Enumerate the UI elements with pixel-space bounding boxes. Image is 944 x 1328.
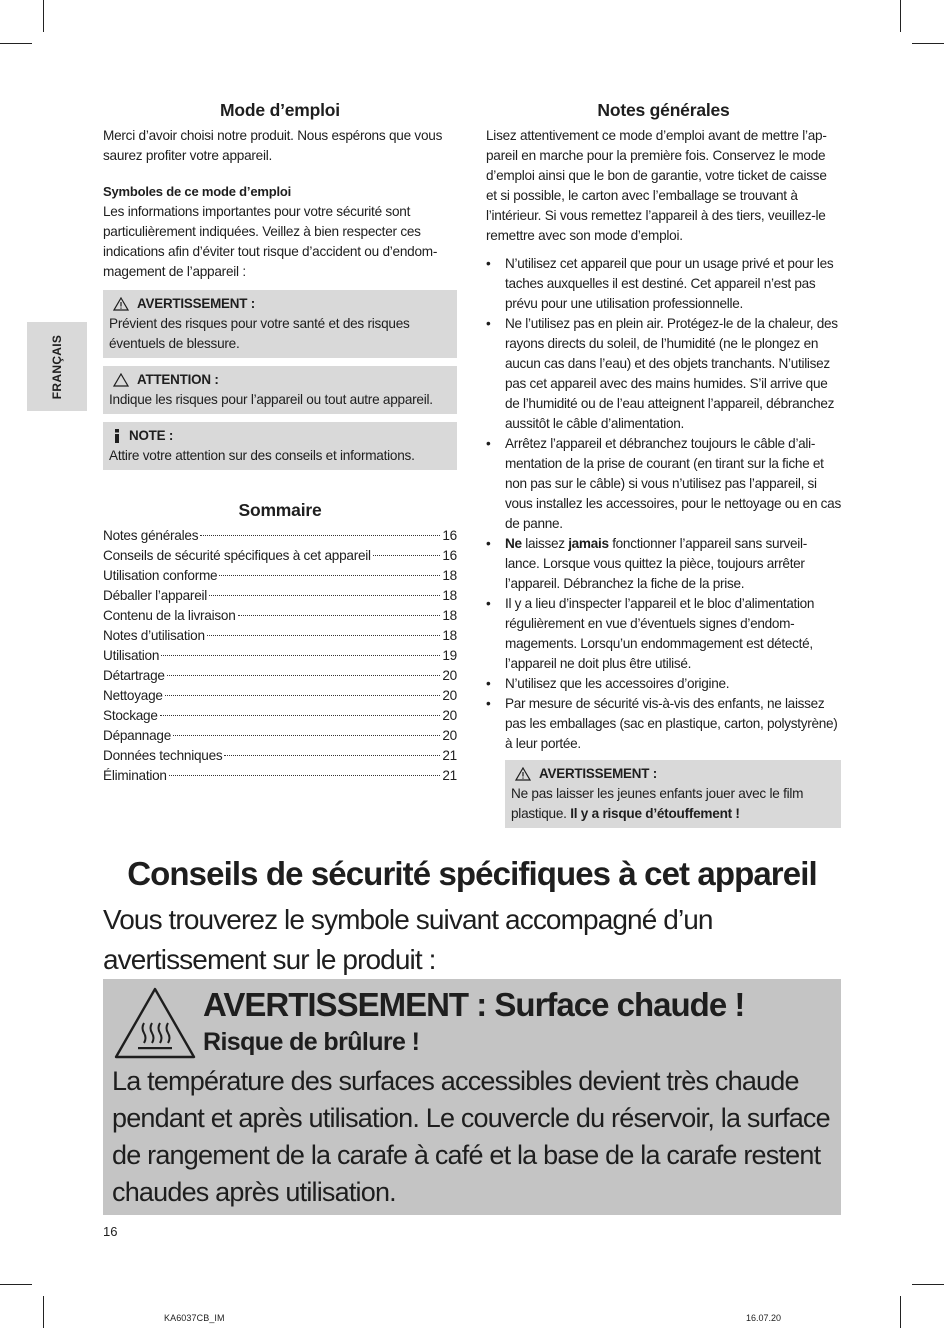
table-of-contents <box>103 526 457 786</box>
list-item: • Ne l’utilisez pas en plein air. Protégez-le de la chaleur, des rayons directs du soleil, de l’humidité (ne le plongez en aucun cas dans l’eau) et des objets tranchants. N’utilisez pas cet appareil avec des mains humides. S’il arrive que de l’humidité ou de l’eau atteignent l’appareil, débranchez aussitôt le câble d’alimentation. <box>486 314 841 434</box>
note-box <box>103 422 457 470</box>
toc-leader-dots <box>207 635 441 636</box>
crop-mark-bottom-right-horizontal <box>912 1284 944 1285</box>
toc-row <box>103 666 457 686</box>
left-column <box>103 98 457 786</box>
toc-row <box>103 746 457 766</box>
toc-row <box>103 726 457 746</box>
child-warning-title: AVERTISSEMENT : <box>539 766 658 781</box>
hot-surface-warning-box <box>103 979 841 1215</box>
crop-mark-top-right-vertical <box>900 0 901 32</box>
toc-label: Utilisation conforme <box>103 568 218 583</box>
note-box-title: NOTE : <box>129 428 174 443</box>
document-code: KA6037CB_IM <box>164 1313 225 1323</box>
bold-ne: Ne <box>505 536 522 551</box>
attention-box <box>103 366 457 414</box>
language-tab <box>27 322 87 411</box>
toc-label: Dépannage <box>103 728 172 743</box>
toc-page-number: 20 <box>442 668 457 683</box>
mode-emploi-title: Mode d’emploi <box>220 100 340 120</box>
right-column <box>486 98 841 828</box>
list-item: • N’utilisez cet appareil que pour un usage privé et pour les taches auxquelles il est destiné. Cet appareil n’est pas prévu pour une utilisation professionnelle. <box>486 254 841 314</box>
list-item: • Il y a lieu d’inspecter l’appareil et le bloc d’alimentation régulièrement en vue d’éventuels signes d’endom-magements. Lorsqu’un endommagement est détecté, l’appareil ne doit plus être utilisé. <box>486 594 841 674</box>
safety-bullets <box>486 254 841 754</box>
hot-surface-icon <box>112 985 198 1061</box>
list-item: • Par mesure de sécurité vis-à-vis des enfants, ne laissez pas les emballages (sac en plastique, carton, polystyrène) à leur portée. <box>486 694 841 754</box>
toc-label: Données techniques <box>103 748 223 763</box>
toc-page-number: 16 <box>442 548 457 563</box>
bold-jamais: jamais <box>568 536 609 551</box>
list-item <box>486 534 841 594</box>
toc-leader-dots <box>173 735 440 736</box>
toc-leader-dots <box>161 655 440 656</box>
notes-generales-intro: Lisez attentivement ce mode d’emploi avant de mettre l’ap-pareil en marche pour la première fois. Conservez le mode d’emploi ainsi que le bon de garantie, votre ticket de caisse et si possible, le carton avec l’emballage se trouvant à l’intérieur. Si vous remettez l’appareil à des tiers, veuillez-le remettre avec son mode d’emploi. <box>486 128 827 243</box>
toc-page-number: 20 <box>442 708 457 723</box>
warning-triangle-icon <box>113 297 129 311</box>
toc-row <box>103 606 457 626</box>
toc-page-number: 18 <box>442 628 457 643</box>
toc-row <box>103 766 457 786</box>
crop-mark-top-left-horizontal <box>0 43 32 44</box>
hot-surface-warning-title: AVERTISSEMENT : Surface chaude ! <box>203 986 745 1023</box>
warning-box <box>103 290 457 358</box>
toc-row <box>103 566 457 586</box>
toc-leader-dots <box>373 555 441 556</box>
toc-leader-dots <box>209 595 440 596</box>
hot-surface-warning-text: La température des surfaces accessibles devient très chaude pendant et après utilisation. Le couvercle du réservoir, la surface de rangement de la carafe à café et la base de la carafe restent chaudes après utilisation. <box>112 1066 830 1207</box>
child-warning-text-bold: Il y a risque d’étouffement ! <box>570 806 740 821</box>
bullet-text-part: laissez <box>521 536 569 551</box>
warning-box-title: AVERTISSEMENT : <box>137 296 256 311</box>
toc-leader-dots <box>224 755 440 756</box>
toc-page-number: 20 <box>442 688 457 703</box>
toc-leader-dots <box>219 575 440 576</box>
mode-emploi-intro: Merci d’avoir choisi notre produit. Nous espérons que vous saurez profiter votre appareil. <box>103 128 443 163</box>
child-warning-box <box>505 760 841 828</box>
crop-mark-top-left-vertical <box>43 0 44 32</box>
toc-leader-dots <box>160 715 441 716</box>
toc-label: Notes d’utilisation <box>103 628 205 643</box>
document-date: 16.07.20 <box>746 1313 782 1323</box>
page-number: 16 <box>103 1224 118 1239</box>
symbols-text: Les informations importantes pour votre sécurité sont particulièrement indiquées. Veillez à bien respecter ces indications afin d’éviter tout risque d’accident ou d’endom-magement de l’appareil : <box>103 204 438 279</box>
toc-row <box>103 526 457 546</box>
bullet-text-part: fonctionner l’appareil sans surveil-lance. Lorsque vous quittez la pièce, toujours arrêter l’appareil. Débranchez la fiche de la prise. <box>505 536 807 591</box>
symbols-heading: Symboles de ce mode d’emploi <box>103 184 292 199</box>
toc-label: Contenu de la livraison <box>103 608 236 623</box>
toc-label: Conseils de sécurité spécifiques à cet appareil <box>103 548 371 563</box>
toc-row <box>103 706 457 726</box>
warning-triangle-icon <box>515 767 531 781</box>
crop-mark-top-right-horizontal <box>912 43 944 44</box>
toc-leader-dots <box>167 675 441 676</box>
crop-mark-bottom-right-vertical <box>900 1296 901 1328</box>
toc-leader-dots <box>238 615 441 616</box>
list-item: • N’utilisez que les accessoires d’origine. <box>486 674 841 694</box>
info-icon <box>113 428 121 444</box>
crop-mark-bottom-left-vertical <box>43 1296 44 1328</box>
toc-label: Notes générales <box>103 528 199 543</box>
toc-row <box>103 686 457 706</box>
toc-label: Nettoyage <box>103 688 163 703</box>
attention-triangle-icon <box>113 373 129 387</box>
toc-label: Détartrage <box>103 668 165 683</box>
toc-row <box>103 546 457 566</box>
warning-box-text: Prévient des risques pour votre santé et des risques éventuels de blessure. <box>109 316 410 351</box>
toc-row <box>103 586 457 606</box>
language-tab-label: FRANÇAIS <box>50 334 64 399</box>
toc-leader-dots <box>200 535 440 536</box>
attention-box-title: ATTENTION : <box>137 372 219 387</box>
toc-page-number: 21 <box>442 748 457 763</box>
toc-page-number: 19 <box>442 648 457 663</box>
toc-label: Déballer l’appareil <box>103 588 208 603</box>
list-item: • Arrêtez l’appareil et débranchez toujours le câble d’ali-mentation de la prise de courant (en tirant sur la fiche et non pas sur le câble) si vous n’utilisez pas l’appareil, si vous installez les accessoires, pour le nettoyage ou en cas de panne. <box>486 434 841 534</box>
toc-page-number: 18 <box>442 568 457 583</box>
notes-generales-title: Notes générales <box>597 100 730 120</box>
child-warning-text-part: Ne pas laisser les jeunes enfants jouer avec le film plastique. <box>511 786 804 821</box>
toc-label: Élimination <box>103 768 167 783</box>
toc-row <box>103 646 457 666</box>
toc-page-number: 18 <box>442 588 457 603</box>
burn-risk-subtitle: Risque de brûlure ! <box>203 1028 420 1056</box>
toc-row <box>103 626 457 646</box>
toc-leader-dots <box>169 775 441 776</box>
crop-mark-bottom-left-horizontal <box>0 1284 32 1285</box>
safety-section-intro: Vous trouverez le symbole suivant accompagné d’un avertissement sur le produit : <box>103 904 713 975</box>
child-warning-text <box>511 784 835 824</box>
toc-page-number: 20 <box>442 728 457 743</box>
toc-page-number: 16 <box>442 528 457 543</box>
sommaire-title: Sommaire <box>238 500 322 520</box>
toc-leader-dots <box>165 695 441 696</box>
toc-page-number: 21 <box>442 768 457 783</box>
note-box-text: Attire votre attention sur des conseils et informations. <box>109 448 415 463</box>
toc-label: Stockage <box>103 708 158 723</box>
toc-page-number: 18 <box>442 608 457 623</box>
attention-box-text: Indique les risques pour l’appareil ou tout autre appareil. <box>109 392 433 407</box>
safety-section-title: Conseils de sécurité spécifiques à cet appareil <box>127 855 817 892</box>
toc-label: Utilisation <box>103 648 160 663</box>
